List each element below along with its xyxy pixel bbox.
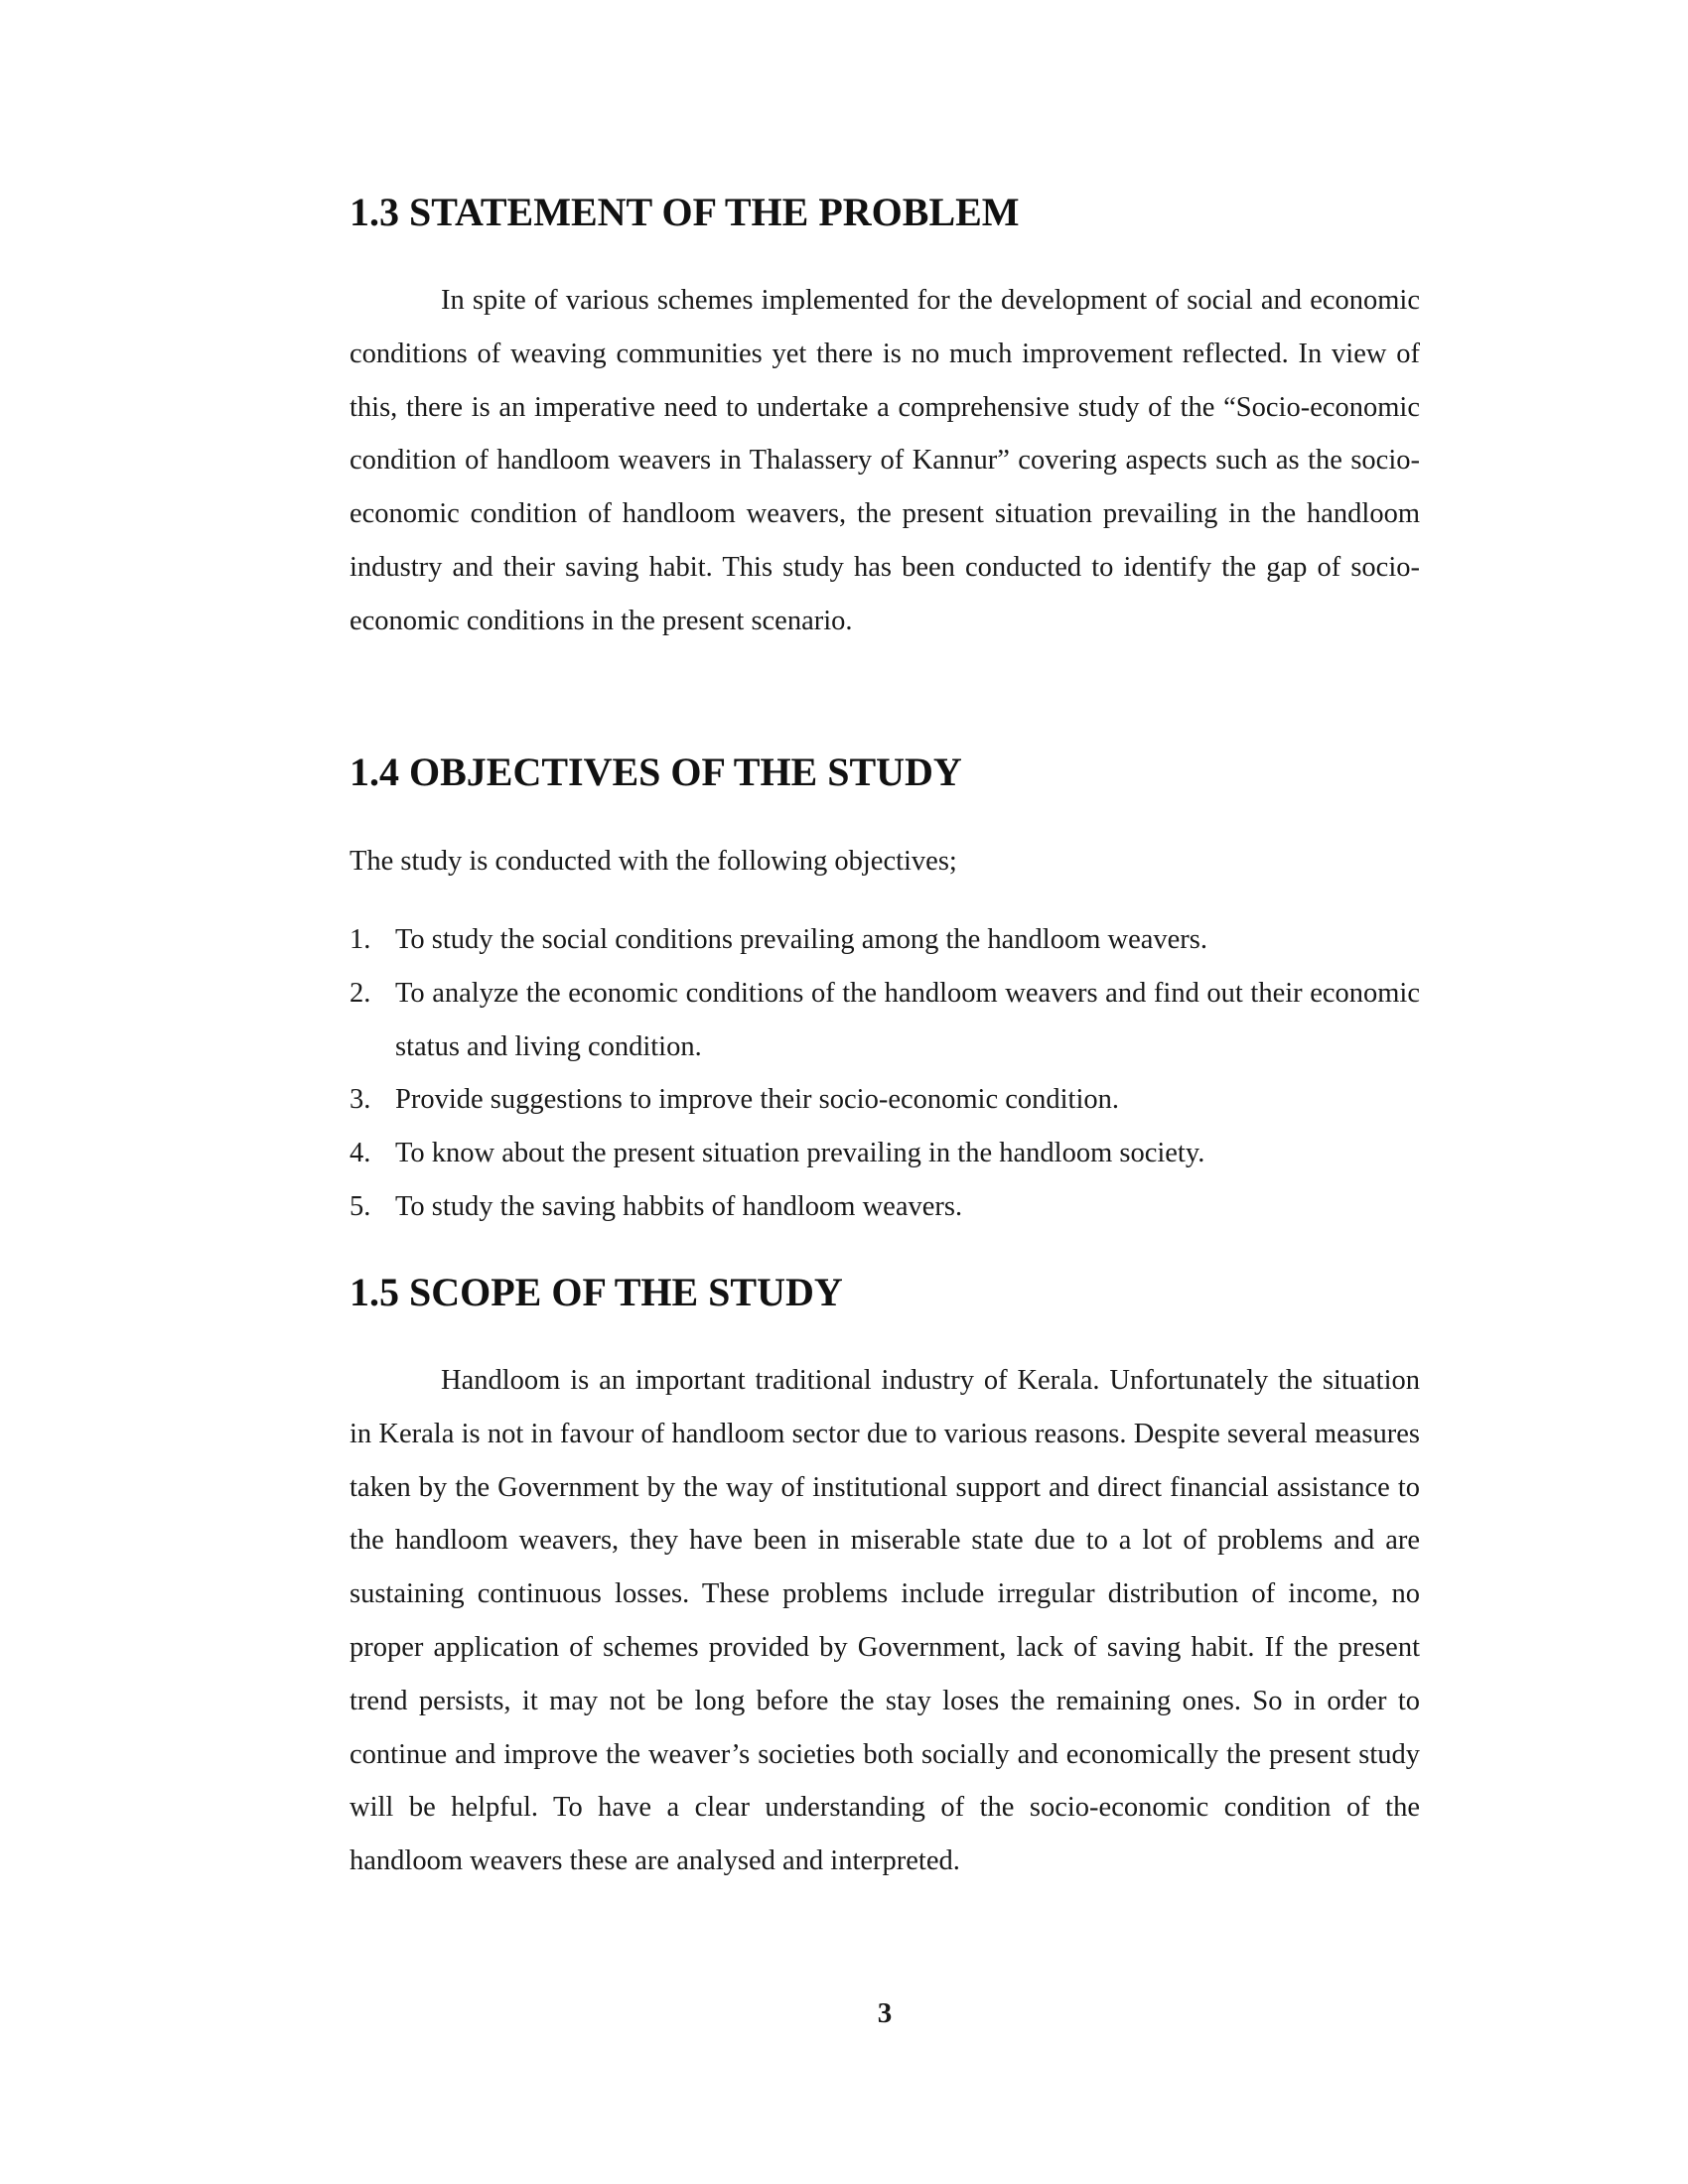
objective-number: 3. — [350, 1084, 371, 1116]
objective-text: To study the social conditions prevailing among the handloom weavers. — [395, 924, 1207, 955]
objectives-list — [350, 913, 1420, 1234]
statement-of-problem-paragraph: In spite of various schemes implemented for the development of social and economic conditions of weaving communities yet there is no much improvement reflected. In view of this, there is an imperative need to undertake a comprehensive study of the “Socio-economic condition of handloom weavers in Thalassery of Kannur” covering aspects such as the socio-economic condition of handloom weavers, the present situation prevailing in the handloom industry and their saving habit. This study has been conducted to identify the gap of socio-economic conditions in the present scenario. — [350, 285, 1420, 636]
objective-number: 5. — [350, 1190, 371, 1222]
objective-number: 1. — [350, 924, 371, 955]
objective-item — [350, 1180, 1420, 1234]
objective-item — [350, 913, 1420, 967]
objective-number: 4. — [350, 1138, 371, 1169]
objective-text: To know about the present situation prevailing in the handloom society. — [395, 1138, 1205, 1169]
section-heading-statement-of-problem: 1.3 STATEMENT OF THE PROBLEM — [350, 190, 1020, 234]
scope-paragraph: Handloom is an important traditional industry of Kerala. Unfortunately the situation in Kerala is not in favour of handloom sector due to various reasons. Despite several measures taken by the Government by the way of institutional support and direct financial assistance to the handloom weavers, they have been in miserable state due to a lot of problems and are sustaining continuous losses. These problems include irregular distribution of income, no proper application of schemes provided by Government, lack of saving habit. If the present trend persists, it may not be long before the stay loses the remaining ones. So in order to continue and improve the weaver’s societies both socially and economically the present study will be helpful. To have a clear understanding of the socio-economic condition of the handloom weavers these are analysed and interpreted. — [350, 1365, 1420, 1877]
objective-item — [350, 1127, 1420, 1180]
objective-item — [350, 1073, 1420, 1127]
section-heading-scope: 1.5 SCOPE OF THE STUDY — [350, 1270, 843, 1314]
objective-text: To study the saving habbits of handloom weavers. — [395, 1190, 963, 1222]
objective-item — [350, 967, 1420, 1074]
page-number: 3 — [877, 1997, 893, 2029]
objective-number: 2. — [350, 977, 371, 1009]
objective-text: Provide suggestions to improve their socio-economic condition. — [395, 1084, 1120, 1116]
objectives-intro: The study is conducted with the following objectives; — [350, 846, 957, 877]
section-heading-objectives: 1.4 OBJECTIVES OF THE STUDY — [350, 750, 962, 794]
objective-text: To analyze the economic conditions of the handloom weavers and find out their economic status and living condition. — [395, 977, 1420, 1062]
